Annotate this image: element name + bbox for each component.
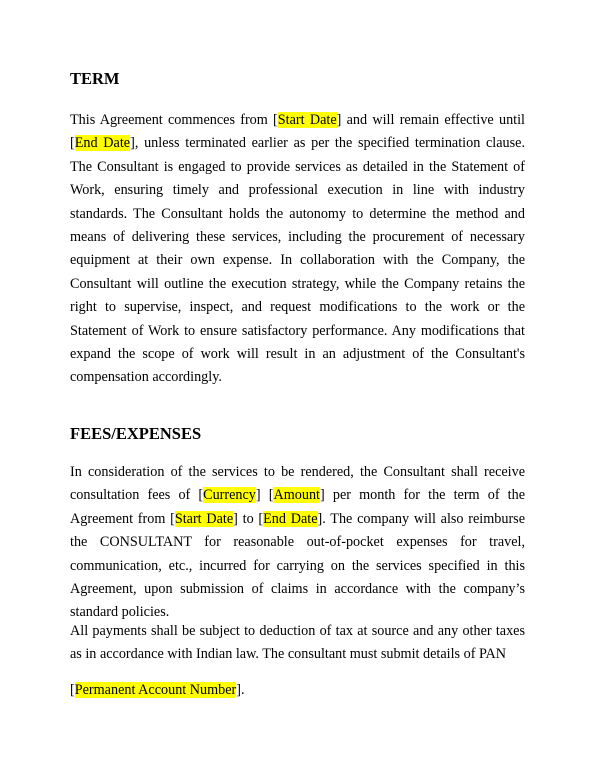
fees-end-date-placeholder: End Date bbox=[263, 510, 318, 527]
pan-paragraph bbox=[70, 679, 525, 702]
fees-text-1: In consideration of the services to be rendered, the Consultant shall receive consultation fees of [ bbox=[70, 464, 525, 504]
start-date-placeholder: Start Date bbox=[277, 112, 337, 128]
pan-text-1: [ bbox=[70, 682, 75, 698]
currency-placeholder: Currency bbox=[203, 487, 256, 504]
amount-placeholder: Amount bbox=[273, 487, 320, 504]
fees-start-date-placeholder: Start Date bbox=[174, 510, 234, 527]
pan-placeholder: Permanent Account Number bbox=[74, 682, 237, 698]
fees-text-3: ] per month for the term of the Agreement from [ bbox=[70, 487, 525, 527]
fees-paragraph bbox=[70, 461, 525, 625]
fees-heading: FEES/EXPENSES bbox=[70, 424, 202, 443]
term-paragraph bbox=[70, 109, 525, 390]
fees-text-4: ] to [ bbox=[233, 510, 264, 527]
tax-paragraph: All payments shall be subject to deduction of tax at source and any other taxes as in accordance with Indian law. The consultant must submit details of PAN bbox=[70, 623, 525, 663]
term-text-3: ], unless terminated earlier as per the specified termination clause. The Consultant is engaged to provide services as detailed in the Statement of Work, ensuring timely and professional execution in line with industry standards. The Consultant holds the autonomy to determine the method and means of delivering these services, including the procurement of necessary equipment at their own expense. In collaboration with the Company, the Consultant will outline the execution strategy, while the Company retains the right to supervise, inspect, and request modifications to the work or the Statement of Work to ensure satisfactory performance. Any modifications that expand the scope of work will result in an adjustment of the Consultant's compensation accordingly. bbox=[70, 135, 526, 386]
pan-text-2: ]. bbox=[236, 682, 245, 698]
end-date-placeholder: End Date bbox=[74, 135, 131, 152]
term-text-1: This Agreement commences from [ bbox=[70, 112, 278, 128]
fees-text-5: ]. The company will also reimburse the CONSULTANT for reasonable out-of-pocket expenses for travel, communication, etc., incurred for carrying on the services specified in this Agreement, upon submission of claims in accordance with the company’s standard policies. bbox=[70, 510, 525, 621]
fees-text-2: ] [ bbox=[255, 487, 274, 504]
term-heading: TERM bbox=[70, 69, 120, 88]
term-text-2: ] and will remain effective until [ bbox=[70, 112, 525, 152]
